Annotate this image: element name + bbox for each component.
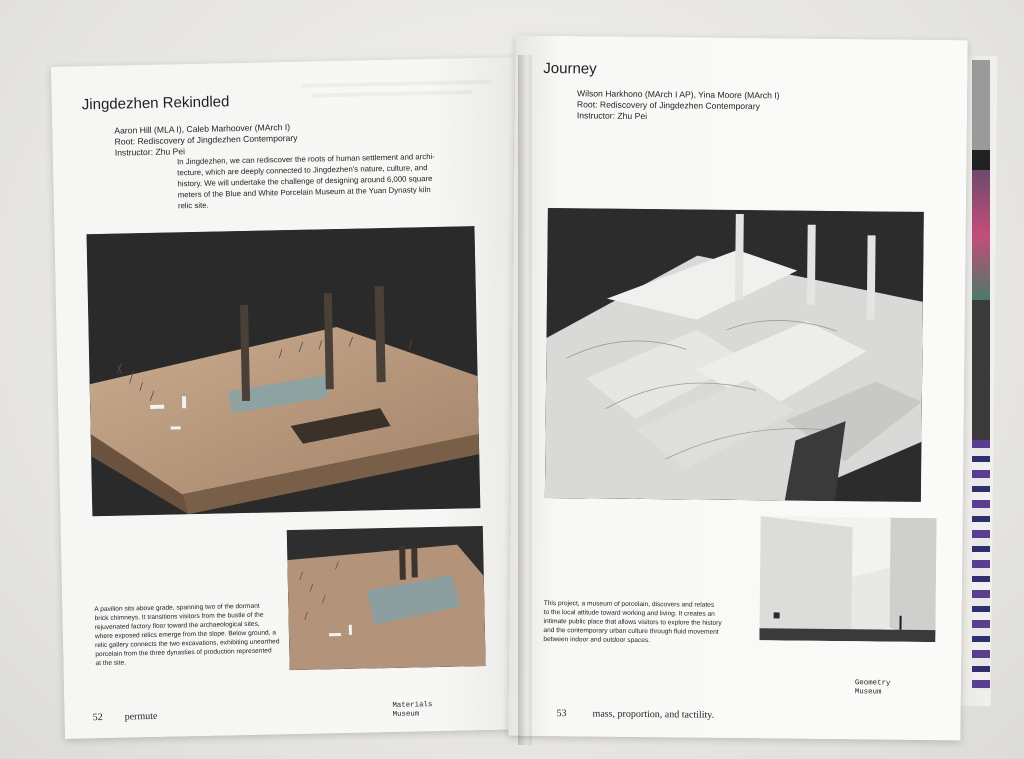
- chimney: [411, 547, 418, 577]
- relic-mark: [150, 405, 164, 409]
- caption-line: and the contemporary urban culture through fluid movement: [543, 626, 719, 636]
- section-tag: Museum: [854, 688, 882, 697]
- intro-line: tecture, which are deeply connected to Jingdezhen's nature, culture, and: [177, 163, 428, 178]
- intro-line: relic site.: [177, 200, 209, 211]
- caption-line: at the site.: [95, 659, 127, 668]
- caption-line: brick chimneys. It transitions visitors from the bustle of the: [94, 611, 264, 623]
- intro-line: In Jingdezhen, we can rediscover the roots of human settlement and archi-: [176, 151, 435, 167]
- page-number: 53: [556, 708, 567, 720]
- page-number: 52: [92, 712, 103, 724]
- caption-line: where exposed relics emerge from the slope. Below ground, a: [94, 629, 277, 641]
- render-floor: [759, 628, 935, 642]
- chimney: [735, 214, 744, 300]
- project-title: Journey: [543, 59, 597, 78]
- credits-line: Root: Rediscovery of Jingdezhen Contemporary: [576, 99, 760, 112]
- section-tag: Materials: [392, 701, 433, 710]
- relic-mark: [349, 625, 352, 635]
- relic-mark: [182, 396, 186, 408]
- model-photo-main: [545, 208, 924, 502]
- caption-line: intimate public place that allows visitors to explore the history: [543, 617, 722, 627]
- caption-line: relic gallery connects the two excavations, exhibiting unearthed: [95, 638, 280, 650]
- right-page: [508, 36, 967, 741]
- caption-line: rejuvenated factory floor toward the archaeological sites,: [94, 620, 260, 632]
- edge-tab: [972, 60, 990, 150]
- intro-line: history. We will undertake the challenge of designing around 6,000 square: [177, 174, 433, 189]
- relic-mark: [329, 633, 341, 636]
- render-wall: [759, 516, 852, 641]
- section-tag: Geometry: [854, 679, 891, 688]
- render-window: [774, 612, 780, 618]
- caption-line: This project, a museum of porcelain, discovers and relates: [543, 599, 715, 609]
- intro-line: meters of the Blue and White Porcelain Museum at the Yuan Dynasty kiln: [177, 185, 431, 200]
- credits-line: Wilson Harkhono (MArch I AP), Yina Moore (MArch I): [577, 88, 780, 101]
- render-wall: [889, 518, 936, 642]
- caption-line: to the local attitude toward working and living. It creates an: [543, 608, 715, 618]
- caption-line: between indoor and outdoor spaces.: [543, 635, 651, 645]
- chimney: [399, 546, 406, 580]
- credits-line: Instructor: Zhu Pei: [576, 110, 648, 122]
- show-through-text: [312, 90, 472, 97]
- section-tag: Museum: [392, 710, 420, 719]
- project-title: Jingdezhen Rekindled: [81, 93, 230, 114]
- credits-line: Root: Rediscovery of Jingdezhen Contemporary: [114, 132, 298, 147]
- render-wall: [851, 567, 890, 635]
- chimney: [807, 225, 816, 305]
- caption-line: porcelain from the three dynasties of production represented: [95, 647, 272, 659]
- credits-line: Aaron Hill (MLA I), Caleb Marhoover (MArch I): [114, 121, 291, 136]
- chimney: [867, 235, 876, 319]
- model-photo-main: [87, 226, 481, 516]
- relic-mark: [171, 426, 181, 429]
- edge-tab: [972, 150, 990, 170]
- credits-line: Instructor: Zhu Pei: [114, 146, 186, 158]
- render-figure: [899, 616, 901, 630]
- running-title: permute: [124, 710, 158, 723]
- running-title: mass, proportion, and tactility.: [592, 708, 715, 721]
- show-through-text: [301, 80, 491, 88]
- edge-tab: [972, 440, 990, 690]
- caption-line: A pavilion sits above grade, spanning two of the dormant: [94, 602, 260, 614]
- model-photo-aerial: [287, 526, 486, 670]
- book-spine-shadow: [518, 55, 532, 745]
- left-page: [51, 57, 533, 739]
- edge-tab: [972, 170, 990, 300]
- edge-tab: [972, 300, 990, 440]
- interior-render: [759, 516, 936, 642]
